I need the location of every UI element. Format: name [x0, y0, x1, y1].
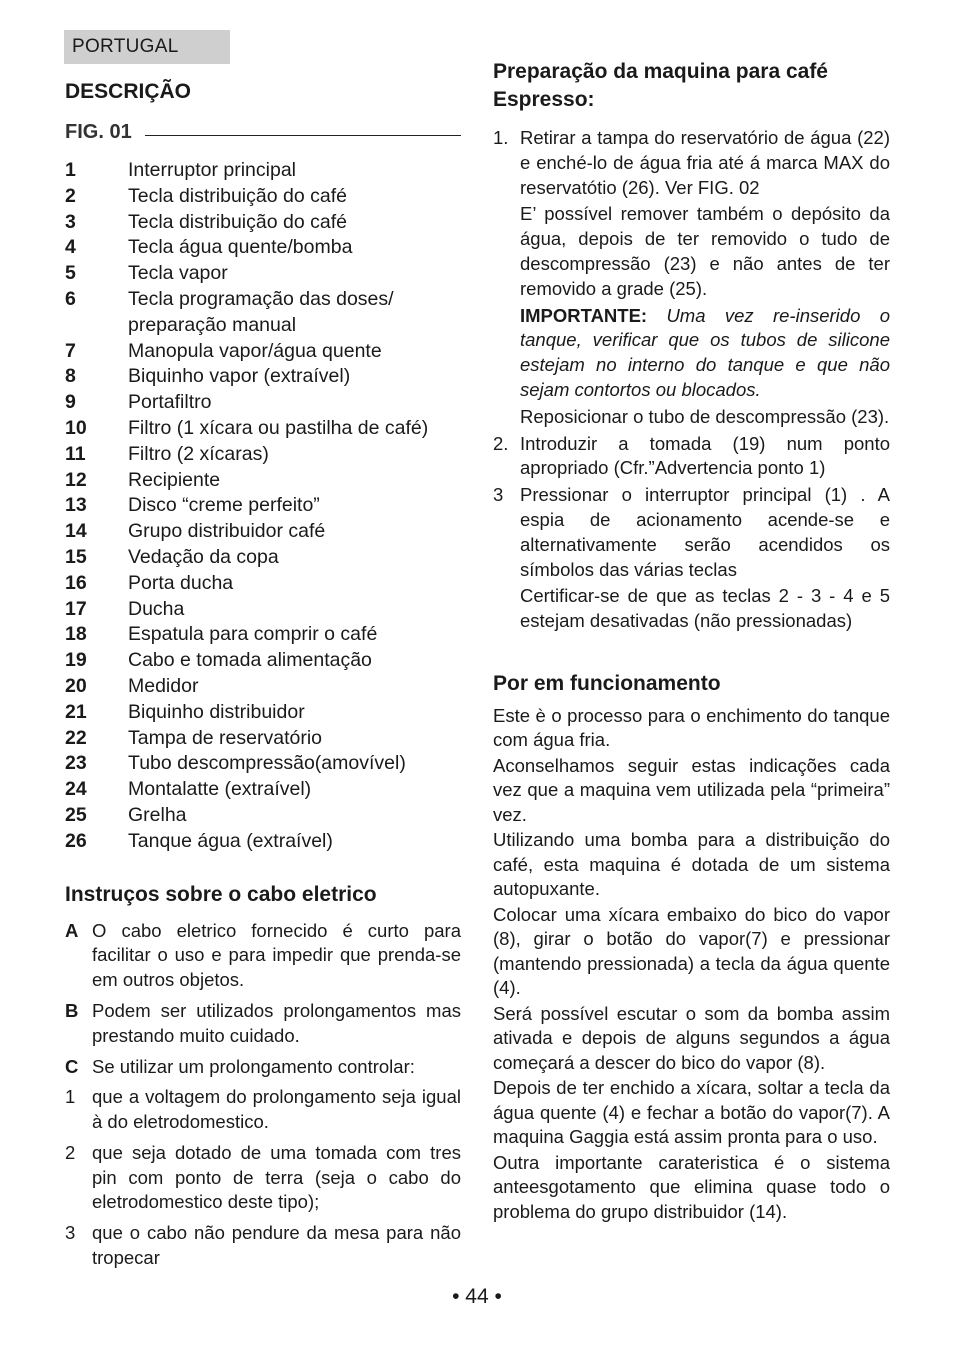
part-number: 23 [65, 752, 87, 775]
part-item [65, 545, 461, 571]
part-label: Vedação da copa [128, 545, 279, 568]
part-item [65, 519, 461, 545]
part-number: 10 [65, 416, 87, 439]
part-label: Tecla programação das doses/ preparação manual [128, 287, 394, 336]
cable-item-marker: B [65, 999, 79, 1021]
cable-item [65, 999, 461, 1049]
section-title: DESCRIÇÃO [65, 80, 192, 103]
part-label: Ducha [128, 597, 185, 620]
part-label: Manopula vapor/água quente [128, 339, 382, 362]
part-label: Tecla distribuição do café [128, 210, 347, 233]
part-number: 9 [65, 391, 76, 414]
prep-step-3-note: Certificar-se de que as teclas 2 - 3 - 4 e 5 estejam desativadas (não pressionadas) [520, 585, 890, 632]
part-label: Tubo descompressão(amovível) [128, 752, 406, 775]
part-label: Tampa de reservatório [128, 726, 323, 749]
part-item [65, 622, 461, 648]
prep-step-1 [493, 126, 890, 200]
cable-item-marker: A [65, 919, 79, 941]
parts-list [65, 158, 461, 855]
part-item [65, 390, 461, 416]
part-label: Espatula para comprir o café [128, 623, 378, 646]
part-item [65, 726, 461, 752]
part-number: 3 [65, 210, 76, 233]
step-marker: 1. [493, 127, 509, 148]
part-number: 11 [65, 442, 86, 465]
part-number: 17 [65, 597, 87, 620]
part-label: Grelha [128, 803, 187, 826]
part-item [65, 287, 461, 339]
part-number: 2 [65, 184, 76, 207]
part-item [65, 442, 461, 468]
fig-label: FIG. 01 [65, 121, 132, 143]
part-label: Tecla vapor [128, 262, 228, 285]
func-paragraph: Será possível escutar o som da bomba assim ativada e depois de alguns segundos a água começará a descer do bico do vapor (8). [493, 1002, 890, 1073]
func-paragraph: Utilizando uma bomba para a distribuição do café, esta maquina é dotada de um sistema autopuxante. [493, 829, 890, 900]
part-label: Medidor [128, 674, 199, 697]
part-label: Filtro (2 xícaras) [128, 442, 269, 465]
part-number: 19 [65, 649, 87, 672]
language-tab: PORTUGAL [64, 30, 230, 64]
cable-item-text: Se utilizar um prolongamento controlar: [92, 1055, 415, 1077]
part-item [65, 261, 461, 287]
part-number: 5 [65, 262, 76, 285]
important-text: Uma vez re-inserido o tanque, verificar que os tubos de silicone estejam no interno do tanque e que não sejam contortos ou blocados. [520, 304, 890, 400]
part-label: Grupo distribuidor café [128, 520, 326, 543]
cable-item-text: que a voltagem do prolongamento seja igual à do eletrodomestico. [92, 1086, 461, 1133]
part-label: Biquinho distribuidor [128, 700, 305, 723]
important-note [493, 304, 890, 403]
prep-step-1-note: E’ possível remover também o depósito da água, depois de ter removido o tudo de descompressão (23) e não antes de ter removido a grade (25). [520, 203, 890, 299]
fig-header [65, 116, 461, 156]
part-number: 24 [65, 778, 87, 801]
part-number: 18 [65, 623, 87, 646]
part-item [65, 597, 461, 623]
part-number: 25 [65, 803, 87, 826]
part-number: 21 [65, 700, 87, 723]
part-item [65, 493, 461, 519]
part-label: Tecla distribuição do café [128, 184, 347, 207]
step-marker: 2. [493, 432, 509, 454]
func-paragraph: Este è o processo para o enchimento do tanque com água fria. [493, 704, 890, 751]
part-number: 1 [65, 159, 76, 181]
part-label: Disco “creme perfeito” [128, 494, 320, 517]
part-number: 13 [65, 494, 87, 517]
part-item [65, 416, 461, 442]
step-marker: 3 [493, 484, 504, 506]
part-label: Interruptor principal [128, 159, 296, 181]
part-item [65, 364, 461, 390]
part-label: Biquinho vapor (extraível) [128, 365, 351, 388]
cable-section-title: Instruços sobre o cabo eletrico [65, 882, 377, 906]
part-label: Portafiltro [128, 391, 212, 414]
page-number: • 44 • [452, 1285, 502, 1308]
part-number: 26 [65, 829, 87, 852]
cable-item-text: que seja dotado de uma tomada com tres pin com ponto de terra (seja o cabo do eletrodomestico deste tipo); [92, 1141, 461, 1213]
step-text: Introduzir a tomada (19) num ponto apropriado (Cfr.”Advertencia ponto 1) [520, 432, 890, 479]
cable-instructions-list [65, 919, 461, 1271]
part-label: Porta ducha [128, 571, 234, 594]
func-paragraph: Outra importante carateristica é o sistema anteesgotamento que elimina quase todo o problema do grupo distribuidor (14). [493, 1151, 890, 1222]
cable-item-marker: 1 [65, 1086, 76, 1108]
part-item [65, 184, 461, 210]
cable-item-text: O cabo eletrico fornecido é curto para facilitar o uso e para impedir que prenda-se em outros objetos. [92, 919, 461, 991]
cable-item [65, 1085, 461, 1135]
prep-section-title: Preparação da maquina para café Espresso: [493, 60, 828, 111]
part-item [65, 777, 461, 803]
part-number: 16 [65, 571, 87, 594]
part-number: 6 [65, 287, 76, 310]
part-label: Tanque água (extraível) [128, 829, 333, 852]
func-paragraphs [493, 704, 890, 1225]
cable-item [65, 1055, 461, 1080]
part-label: Filtro (1 xícara ou pastilha de café) [128, 416, 429, 439]
part-item [65, 571, 461, 597]
part-number: 7 [65, 339, 76, 362]
right-column [493, 58, 890, 1225]
part-item [65, 803, 461, 829]
part-item [65, 829, 461, 855]
step-text: Pressionar o interruptor principal (1) . A espia de acionamento acende-se e alternativamente serão acendidos os símbolos das várias teclas [520, 484, 890, 580]
cable-item-text: que o cabo não pendure da mesa para não tropecar [92, 1222, 461, 1269]
part-number: 8 [65, 365, 76, 388]
part-item [65, 648, 461, 674]
part-number: 15 [65, 545, 87, 568]
part-label: Tecla água quente/bomba [128, 236, 353, 259]
cable-item-marker: 2 [65, 1141, 76, 1163]
part-label: Recipiente [128, 468, 221, 491]
fig-rule [145, 135, 461, 136]
cable-item-marker: C [65, 1055, 79, 1077]
cable-item-marker: 3 [65, 1222, 76, 1244]
cable-item [65, 919, 461, 993]
part-item [65, 468, 461, 494]
part-item [65, 339, 461, 365]
func-paragraph: Aconselhamos seguir estas indicações cada vez que a maquina vem utilizada pela “primeira” vez. [493, 754, 890, 825]
part-label: Cabo e tomada alimentação [128, 649, 372, 672]
part-item [65, 235, 461, 261]
cable-item-text: Podem ser utilizados prolongamentos mas prestando muito cuidado. [92, 999, 461, 1046]
cable-item [65, 1221, 461, 1271]
func-paragraph: Depois de ter enchido a xícara, soltar a tecla da água quente (4) e fechar a botão do vapor(7). A maquina Gaggia está assim pronta para o uso. [493, 1077, 890, 1148]
part-number: 4 [65, 236, 76, 259]
func-section-title: Por em funcionamento [493, 671, 721, 695]
part-label: Montalatte (extraível) [128, 778, 312, 801]
step-text: Retirar a tampa do reservatório de água (22) e enché-lo de água fria até á marca MAX do reservatótio (26). Ver FIG. 02 [520, 127, 890, 198]
part-item [65, 751, 461, 777]
left-column [65, 74, 461, 1277]
part-number: 20 [65, 674, 87, 697]
cable-item [65, 1141, 461, 1215]
part-number: 14 [65, 520, 87, 543]
important-label: IMPORTANTE: [520, 304, 648, 326]
part-item [65, 158, 461, 184]
part-item [65, 674, 461, 700]
part-number: 12 [65, 468, 87, 491]
part-item [65, 700, 461, 726]
part-number: 22 [65, 726, 87, 749]
prep-step-2 [493, 432, 890, 482]
prep-step-3 [493, 483, 890, 582]
func-paragraph: Colocar uma xícara embaixo do bico do vapor (8), girar o botão do vapor(7) e pressionar (mantendo pressionada) a tecla da água quente (4). [493, 903, 890, 999]
part-item [65, 210, 461, 236]
prep-step-1-reposition: Reposicionar o tubo de descompressão (23). [520, 405, 890, 427]
